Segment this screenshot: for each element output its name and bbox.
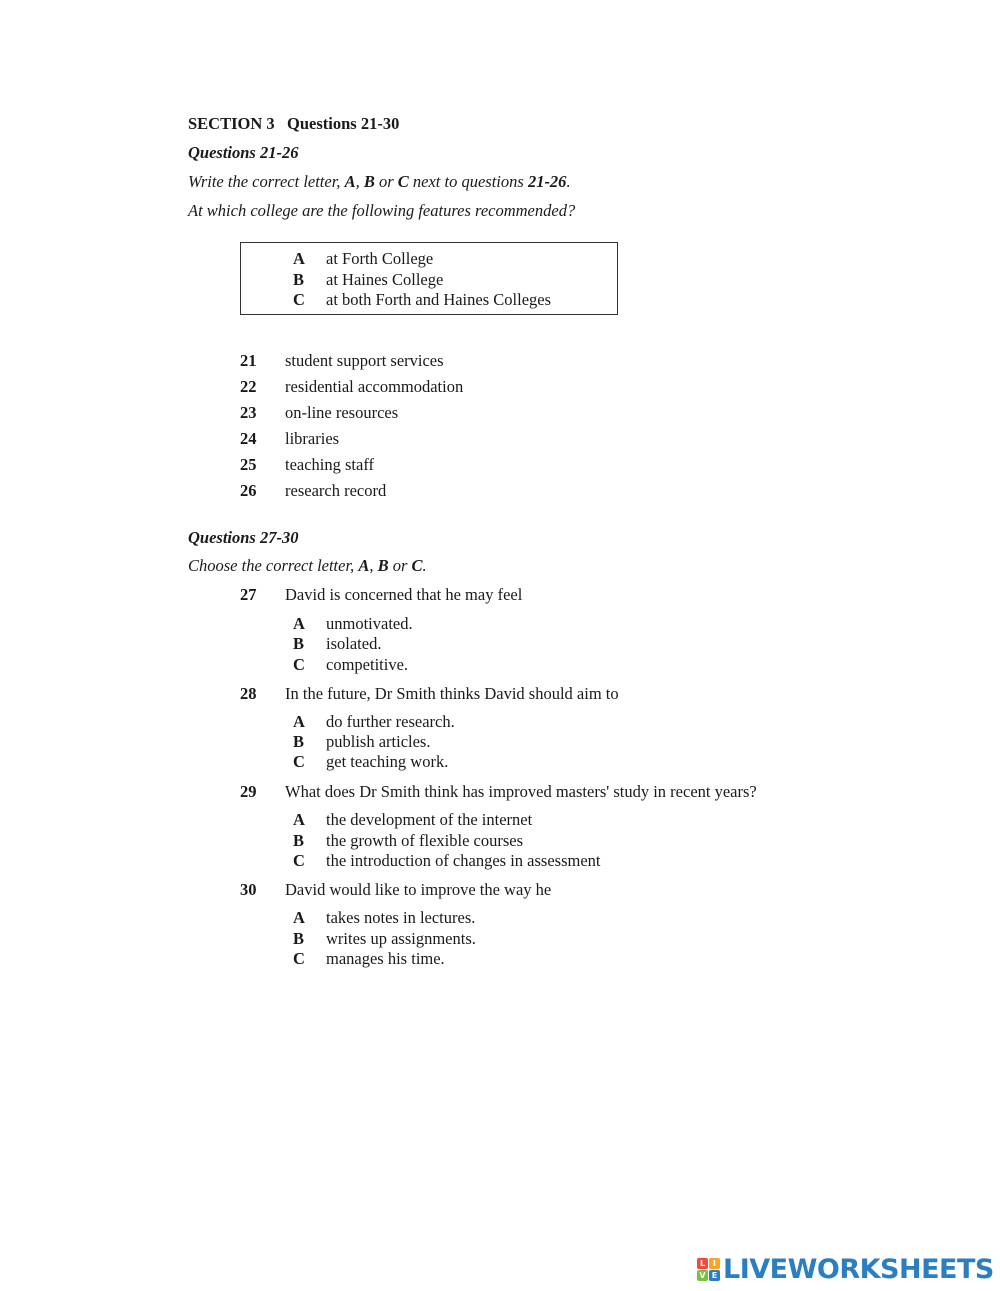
item-text: teaching staff: [285, 455, 375, 474]
item-number: 25: [240, 455, 257, 474]
option-letter: A: [293, 908, 305, 927]
option-letter: C: [293, 949, 305, 968]
option-text: at Haines College: [326, 270, 444, 289]
option-letter: A: [293, 712, 305, 731]
option-text: the introduction of changes in assessment: [326, 851, 601, 870]
part1-heading: Questions 21-26: [188, 143, 299, 162]
option-letter: C: [293, 655, 305, 674]
logo-mark-cell: E: [709, 1270, 720, 1281]
logo-mark-cell: I: [709, 1258, 720, 1269]
option-text: competitive.: [326, 655, 409, 674]
option-letter: C: [293, 851, 305, 870]
option-text: the growth of flexible courses: [326, 831, 524, 850]
option-letter: C: [293, 290, 305, 309]
item-number: 23: [240, 403, 257, 422]
section-label: SECTION 3: [188, 114, 275, 133]
option-text: at Forth College: [326, 249, 434, 268]
question-number: 29: [240, 782, 257, 801]
option-text: publish articles.: [326, 732, 431, 751]
item-text: residential accommodation: [285, 377, 464, 396]
item-text: libraries: [285, 429, 340, 448]
question-text: What does Dr Smith think has improved masters' study in recent years?: [285, 782, 757, 801]
item-text: student support services: [285, 351, 444, 370]
logo-text: LIVEWORKSHEETS: [723, 1253, 994, 1285]
option-letter: B: [293, 831, 305, 850]
part2-instruction: Choose the correct letter, A, B or C.: [188, 556, 427, 575]
option-letter: A: [293, 810, 305, 829]
logo-mark-cell: V: [697, 1270, 708, 1281]
option-text: do further research.: [326, 712, 455, 731]
section-range: Questions 21-30: [287, 114, 400, 133]
option-letter: B: [293, 929, 305, 948]
option-text: manages his time.: [326, 949, 445, 968]
item-text: on-line resources: [285, 403, 399, 422]
item-number: 26: [240, 481, 257, 500]
logo-mark-icon: [697, 1258, 720, 1281]
part1-prompt: At which college are the following features recommended?: [188, 201, 576, 220]
question-number: 28: [240, 684, 257, 703]
question-number: 27: [240, 585, 257, 604]
logo-mark-cell: L: [697, 1258, 708, 1269]
question-text: David is concerned that he may feel: [285, 585, 523, 604]
item-number: 24: [240, 429, 257, 448]
liveworksheets-logo[interactable]: [697, 1254, 994, 1284]
option-letter: B: [293, 634, 305, 653]
item-number: 22: [240, 377, 257, 396]
question-number: 30: [240, 880, 257, 899]
option-letter: B: [293, 270, 305, 289]
option-text: get teaching work.: [326, 752, 449, 771]
option-letter: C: [293, 752, 305, 771]
option-text: takes notes in lectures.: [326, 908, 476, 927]
option-text: unmotivated.: [326, 614, 413, 633]
option-text: at both Forth and Haines Colleges: [326, 290, 552, 309]
option-text: writes up assignments.: [326, 929, 476, 948]
option-letter: A: [293, 614, 305, 633]
part2-heading: Questions 27-30: [188, 528, 299, 547]
option-text: isolated.: [326, 634, 382, 653]
item-text: research record: [285, 481, 387, 500]
item-number: 21: [240, 351, 257, 370]
question-text: In the future, Dr Smith thinks David should aim to: [285, 684, 619, 703]
option-text: the development of the internet: [326, 810, 533, 829]
question-text: David would like to improve the way he: [285, 880, 552, 899]
section-title: [188, 114, 399, 134]
option-letter: B: [293, 732, 305, 751]
option-letter: A: [293, 249, 305, 268]
part1-instruction: Write the correct letter, A, B or C next to questions 21-26.: [188, 172, 571, 191]
